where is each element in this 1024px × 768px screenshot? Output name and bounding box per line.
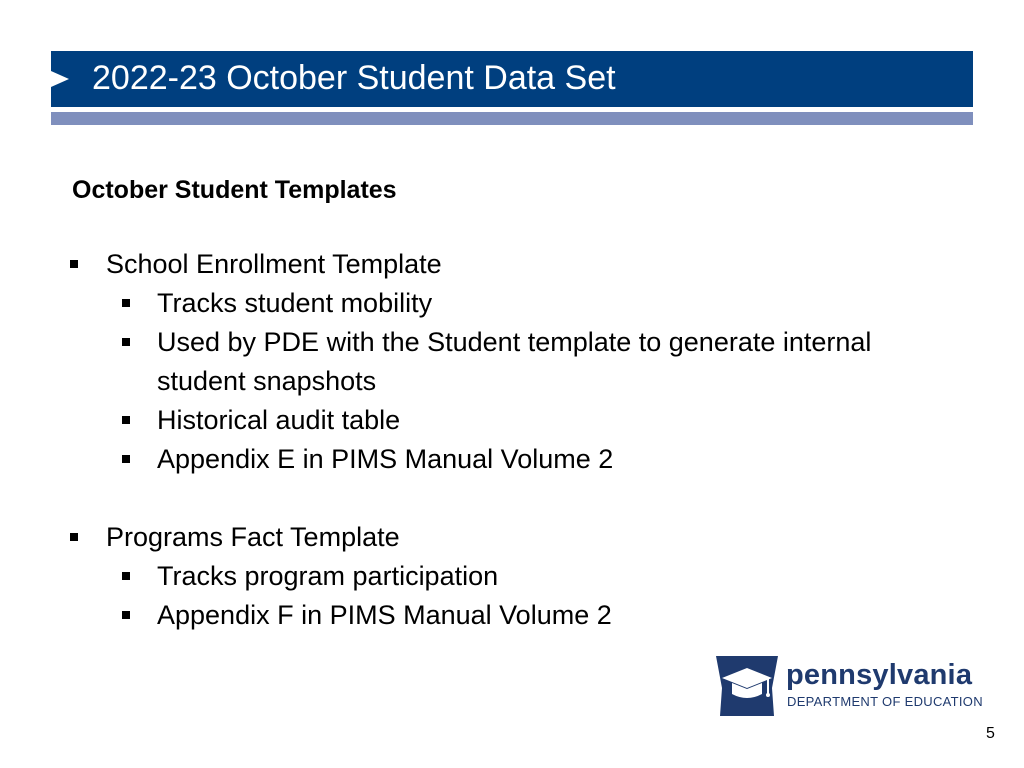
list-item: School Enrollment Template — [106, 249, 442, 279]
bullet-icon — [122, 338, 130, 346]
bullet-icon — [70, 260, 78, 268]
list-subitem-continuation: student snapshots — [157, 366, 377, 396]
bullet-icon — [122, 455, 130, 463]
logo-wordmark: pennsylvania — [786, 659, 973, 691]
list-subitem: Tracks program participation — [157, 561, 499, 591]
title-arrow-icon — [51, 71, 69, 87]
logo-department: DEPARTMENT OF EDUCATION — [787, 694, 983, 709]
list-subitem: Historical audit table — [157, 405, 401, 435]
list-subitem: Tracks student mobility — [157, 288, 433, 318]
list-subitem: Appendix E in PIMS Manual Volume 2 — [157, 444, 614, 474]
list-subitem: Used by PDE with the Student template to generate internal — [157, 327, 872, 357]
bullet-icon — [122, 572, 130, 580]
list-subitem: Appendix F in PIMS Manual Volume 2 — [157, 600, 612, 630]
title-underline-stripe — [51, 112, 973, 125]
page-number: 5 — [986, 725, 995, 742]
bullet-icon — [122, 611, 130, 619]
slide-title: 2022-23 October Student Data Set — [92, 59, 616, 97]
section-heading: October Student Templates — [72, 176, 397, 204]
bullet-icon — [70, 533, 78, 541]
bullet-icon — [122, 299, 130, 307]
list-item: Programs Fact Template — [106, 522, 400, 552]
bullet-icon — [122, 416, 130, 424]
keystone-graduation-cap-icon — [714, 654, 780, 718]
